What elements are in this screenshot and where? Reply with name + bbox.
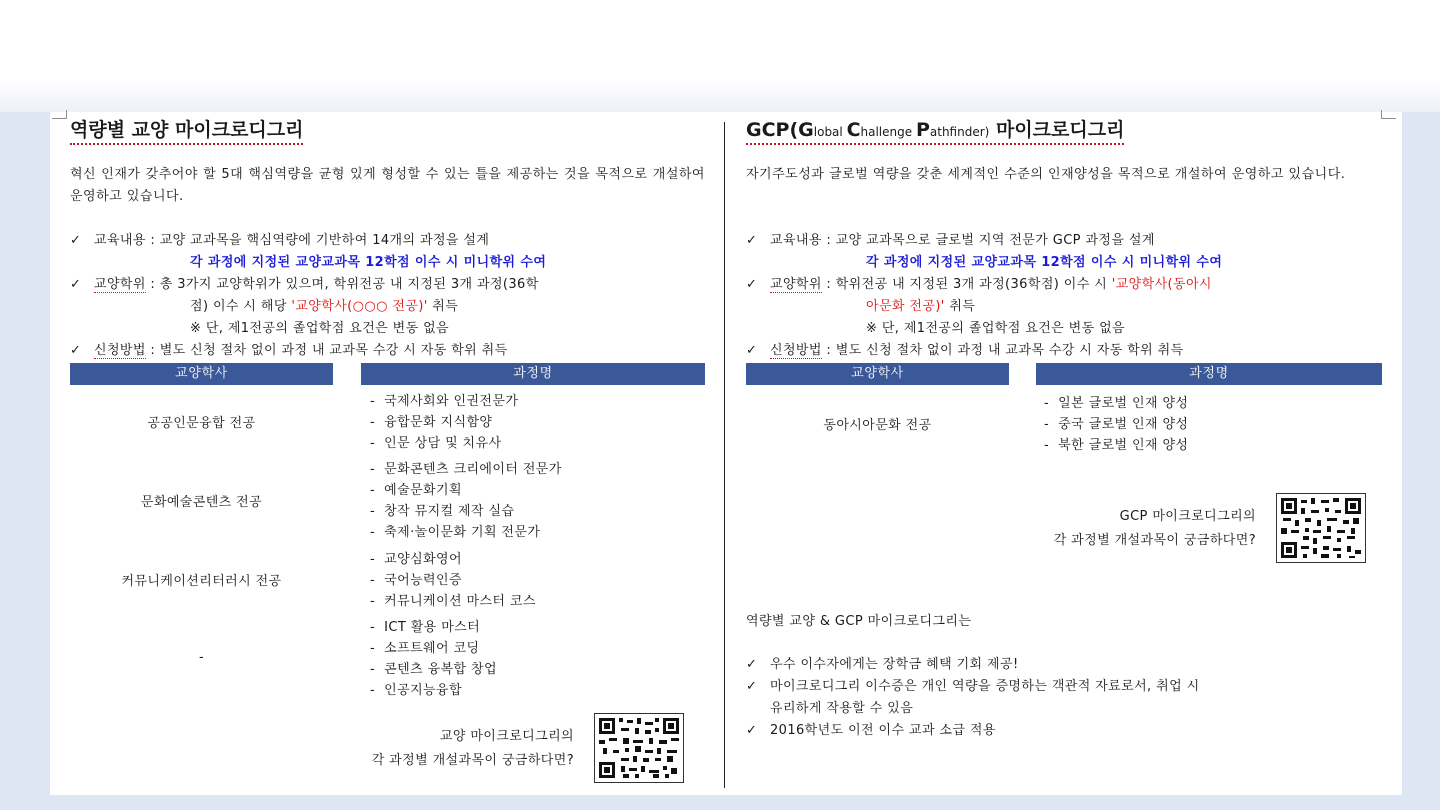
check-icon: ✓ (70, 343, 82, 358)
bullet-content: ✓ 교육내용 : 교양 교과목으로 글로벌 지역 전문가 GCP 과정을 설계 (746, 230, 1382, 252)
list-item: - 소프트웨어 코딩 (370, 641, 480, 656)
degree-line-2: 점) 이수 시 해당 '교양학사(○○○ 전공)' 취득 (190, 299, 459, 314)
bullet-apply: ✓ 신청방법 : 별도 신청 절차 없이 과정 내 교과목 수강 시 자동 학위 취득 (746, 340, 1382, 362)
course-list (370, 549, 536, 612)
check-icon: ✓ (746, 233, 758, 248)
major-name: - (198, 650, 205, 665)
check-icon: ✓ (746, 343, 758, 358)
list-item: - 예술문화기획 (370, 483, 462, 498)
degree-note: ※ 단, 제1전공의 졸업학점 요건은 변동 없음 (190, 321, 450, 336)
check-icon: ✓ (746, 277, 758, 292)
list-item: ✓ 2016학년도 이전 이수 교과 소급 적용 (746, 720, 1382, 742)
left-bullets (70, 230, 705, 362)
bullet-degree: ✓ 교양학위 : 총 3가지 교양학위가 있으며, 학위전공 내 지정된 3개 과정(36학 (70, 274, 705, 296)
right-title: GCP(Global Challenge Pathfinder) 마이크로디그리 (746, 115, 1124, 145)
check-icon: ✓ (70, 277, 82, 292)
content-highlight: 각 과정에 지정된 교양교과목 12학점 이수 시 미니학위 수여 (190, 255, 547, 270)
major-name: 공공인문융합 전공 (147, 416, 256, 431)
list-item: - 축제·놀이문화 기획 전문가 (370, 525, 541, 540)
table-header-major: 교양학사 (70, 363, 333, 385)
list-item: - 문화콘텐츠 크리에이터 전문가 (370, 462, 562, 477)
qr-code-graphic (595, 714, 683, 782)
right-bullets (746, 230, 1382, 362)
list-item: - 국어능력인증 (370, 573, 462, 588)
qr-caption: GCP 마이크로디그리의 각 과정별 개설과목이 궁금하다면? (1053, 509, 1256, 548)
list-item: - 인문 상담 및 치유사 (370, 436, 502, 451)
list-item: - ICT 활용 마스터 (370, 620, 481, 635)
slide-top-band (0, 0, 1440, 112)
list-item: - 창작 뮤지컬 제작 실습 (370, 504, 515, 519)
check-icon: ✓ (70, 233, 82, 248)
list-item: - 융합문화 지식함양 (370, 415, 493, 430)
list-item-continuation: 유리하게 작용할 수 있음 (770, 701, 914, 716)
list-item: - 커뮤니케이션 마스터 코스 (370, 594, 536, 609)
course-list (370, 391, 518, 454)
left-intro: 혁신 인재가 갖추어야 할 5대 핵심역량을 균형 있게 형성할 수 있는 틀을 제공하는 것을 목적으로 개설하여 운영하고 있습니다. (70, 167, 705, 204)
degree-note: ※ 단, 제1전공의 졸업학점 요건은 변동 없음 (866, 321, 1126, 336)
list-item: - 콘텐츠 융복합 창업 (370, 662, 497, 677)
course-list (1044, 393, 1188, 456)
list-item: - 인공지능융합 (370, 683, 462, 698)
qr-caption: 교양 마이크로디그리의 각 과정별 개설과목이 궁금하다면? (371, 729, 574, 768)
benefits-list (746, 654, 1382, 742)
check-icon: ✓ (746, 679, 758, 694)
major-name: 동아시아문화 전공 (823, 418, 932, 433)
list-item: - 중국 글로벌 인재 양성 (1044, 417, 1189, 432)
table-header-course: 과정명 (1036, 363, 1382, 385)
major-name: 커뮤니케이션리터러시 전공 (121, 574, 282, 589)
qr-code-icon[interactable] (1276, 493, 1366, 563)
page-corner-mark (52, 110, 67, 119)
benefits-title: 역량별 교양 & GCP 마이크로디그리는 (746, 614, 972, 629)
list-item: - 국제사회와 인권전문가 (370, 394, 519, 409)
list-item: - 교양심화영어 (370, 552, 462, 567)
content-highlight: 각 과정에 지정된 교양교과목 12학점 이수 시 미니학위 수여 (866, 255, 1223, 270)
course-list (370, 617, 497, 701)
page-corner-mark (1381, 110, 1396, 119)
check-icon: ✓ (746, 723, 758, 738)
list-item: - 북한 글로벌 인재 양성 (1044, 438, 1189, 453)
degree-line-2: 아문화 전공)' 취득 (866, 299, 976, 314)
list-item: ✓ 마이크로디그리 이수증은 개인 역량을 증명하는 객관적 자료로서, 취업 시 (746, 676, 1382, 698)
list-item: - 일본 글로벌 인재 양성 (1044, 396, 1189, 411)
left-title: 역량별 교양 마이크로디그리 (70, 115, 303, 145)
bullet-apply: ✓ 신청방법 : 별도 신청 절차 없이 과정 내 교과목 수강 시 자동 학위 취득 (70, 340, 705, 362)
check-icon: ✓ (746, 657, 758, 672)
bullet-degree: ✓ 교양학위 : 학위전공 내 지정된 3개 과정(36학점) 이수 시 '교양학사(동아시 (746, 274, 1382, 296)
qr-code-graphic (1277, 494, 1365, 562)
table-header-major: 교양학사 (746, 363, 1009, 385)
column-divider (724, 122, 725, 788)
table-header-course: 과정명 (361, 363, 705, 385)
major-name: 문화예술콘텐츠 전공 (140, 495, 263, 510)
list-item: ✓ 우수 이수자에게는 장학금 혜택 기회 제공! (746, 654, 1382, 676)
right-intro: 자기주도성과 글로벌 역량을 갖춘 세계적인 수준의 인재양성을 목적으로 개설하여 운영하고 있습니다. (746, 167, 1346, 182)
bullet-content: ✓ 교육내용 : 교양 교과목을 핵심역량에 기반하여 14개의 과정을 설계 (70, 230, 705, 252)
course-list (370, 459, 562, 543)
qr-code-icon[interactable] (594, 713, 684, 783)
